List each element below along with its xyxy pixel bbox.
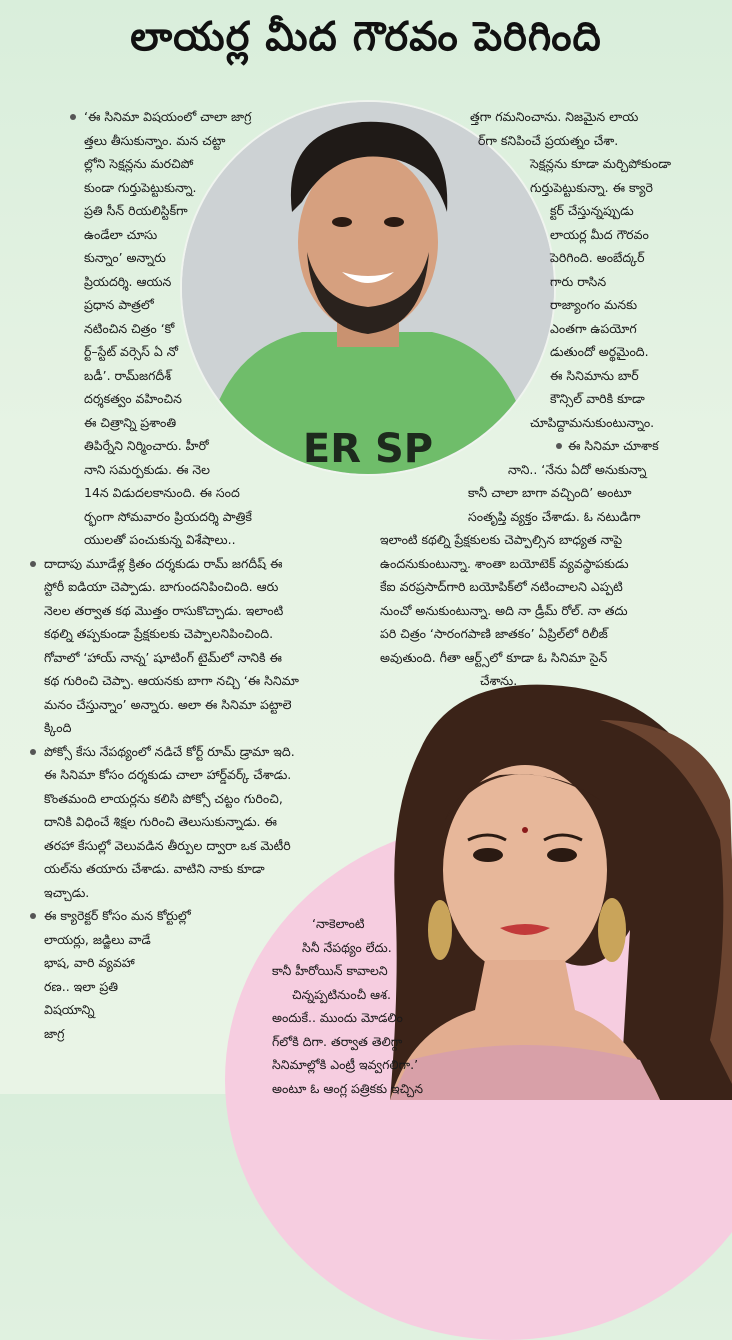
left-column-line: త్తలు తీసుకున్నాం. మన చట్టా [84,132,226,148]
right-top-line: లాయర్ల మీద గౌరవం [550,226,649,242]
right-bottom-line: ‘నాకెలాంటి [312,916,365,931]
right-mid-line: కేఐ వరప్రసాద్‌గారి బయోపిక్‌లో నటించాలని ఎప్పటి [380,579,623,594]
left-column-line: యల్‌ను తయారు చేశాడు. వాటిని నాకు కూడా [44,861,265,876]
bullet-icon [30,913,36,919]
right-mid-line: చేశాను. [480,673,518,688]
left-column-line: నటించిన చిత్రం ‘కో [84,320,175,336]
headline: లాయర్ల మీద గౌరవం పెరిగింది [130,14,602,60]
right-top-line: ఎంతగా ఉపయోగ [550,320,637,336]
tshirt-print: ER SP [302,426,434,472]
bullet-icon [70,114,76,120]
left-column-line: బడీ’. రామ్‌జగదీశ్ [84,367,172,383]
left-column-line: ఈ సినిమా కోసం దర్శకుడు చాలా హార్డ్‌వర్క్ చేశాడు. [44,767,292,782]
right-mid-line: ఈ సినిమా చూశాక [568,438,659,453]
left-column-line: రణ.. ఇలా ప్రతి [44,978,118,994]
left-column-line: తరహా కేసుల్లో వెలువడిన తీర్పుల ద్వారా ఒక మెటీరి [44,837,291,853]
left-column-line: క్కింది [44,720,72,735]
right-mid-line: నాని.. ‘నేను ఏదో అనుకున్నా [508,461,647,477]
bullet-icon [30,561,36,567]
right-top-line: చూపిద్దామనుకుంటున్నాం. [530,414,655,430]
right-top-line: క్టర్ చేస్తున్నప్పుడు [550,203,634,218]
left-column-line: యులతో పంచుకున్న విశేషాలు.. [84,532,236,547]
left-column-line: కథ గురించి చెప్పా. ఆయనకు బాగా నచ్చి ‘ఈ సినిమా [44,673,299,688]
left-column-line: కున్నాం’ అన్నారు [84,250,166,265]
right-mid-line: నుంచో అనుకుంటున్నా. అది నా డ్రీమ్ రోల్. నా తదు [380,602,628,618]
right-top-line: గుర్తుపెట్టుకున్నా. ఈ క్యారె [530,179,653,195]
left-column-line: ర్ట్‌–స్టేట్ వర్సెస్ ఏ నో [84,344,179,359]
right-column-bottom [272,912,542,1100]
right-bottom-line: అంటూ ఓ ఆంగ్ల పత్రికకు ఇచ్చిన [272,1080,423,1096]
right-bottom-line: అందుకే.. ముందు మోడలిం [272,1010,403,1025]
left-column-line: భాష, వారి వ్యవహా [44,955,135,970]
right-mid-line: అవుతుంది. గీతా ఆర్ట్స్‌లో కూడా ఓ సినిమా సైన్ [380,649,608,665]
right-column-top [470,105,710,434]
left-column-line: ఈ చిత్రాన్ని ప్రశాంతి [84,414,177,430]
left-column-line: నాని సమర్పకుడు. ఈ నెల [84,461,210,477]
right-mid-line: సంతృప్తి వ్యక్తం చేశాడు. ఓ నటుడిగా [468,508,641,524]
left-column-line: ల్లోని సెక్షన్లను మరచిపో [84,156,194,171]
right-top-line: డుతుందో అర్థమైంది. [550,344,649,359]
left-column-line: ర్భంగా సోమవారం ప్రియదర్శి పాత్రికే [84,508,252,524]
left-column-line: ఉండేలా చూసు [84,226,158,242]
left-column-line: ఈ క్యారెక్టర్ కోసం మన కోర్టుల్లో [44,908,191,923]
right-top-line: రాజ్యాంగం మనకు [550,297,638,312]
right-mid-line: ఇలాంటి కథల్ని ప్రేక్షకులకు చెప్పాల్సిన బాధ్యత నాపై [380,532,623,547]
left-column-line: ప్రధాన పాత్రలో [84,297,154,312]
right-bottom-line: కానీ హీరోయిన్ కావాలని [272,963,388,978]
left-column-line: కథల్ని తప్పకుండా ప్రేక్షకులకు చెప్పాలనిపించింది. [44,626,274,641]
left-column-line: ‘ఈ సినిమా విషయంలో చాలా జాగ్ర [84,109,252,124]
left-column-line: కుండా గుర్తుపెట్టుకున్నా. [84,179,197,195]
left-column-line: ప్రతి సీన్ రియలిస్టిక్‌గా [84,203,188,218]
right-top-line: ఈ సినిమాను బార్ [550,367,639,383]
left-column-line: స్టోరీ ఐడియా చెప్పాడు. బాగుందనిపించింది. ఆరు [44,579,279,594]
right-top-line: ర్‌గా కనిపించే ప్రయత్నం చేశా. [478,132,619,148]
right-bottom-line: సినిమాల్లోకి ఎంట్రీ ఇవ్వగలిగా.’ [272,1057,419,1072]
left-column-line: కొంతమంది లాయర్లను కలిసి పోక్సో చట్టం గురించి, [44,790,283,806]
bullet-icon [30,749,36,755]
left-column-line: పోక్సో కేసు నేపథ్యంలో నడిచే కోర్ట్ రూమ్ డ్రామా ఇది. [44,743,295,759]
left-column-line: తిపిర్నేని నిర్మించారు. హీరో [84,438,209,453]
left-column-line: ఇచ్చాడు. [44,884,90,900]
left-column-line: దాదాపు మూడేళ్ల క్రితం దర్శకుడు రామ్ జగదీష్ ఈ [44,555,283,571]
left-column-line: దానికి విధించే శిక్షల గురించి తెలుసుకున్నాడు. ఈ [44,814,277,829]
left-column-line: విషయాన్ని [44,1002,95,1017]
left-column-line: 14న విడుదలకానుంది. ఈ సంద [84,485,240,500]
right-column-mid [380,434,720,693]
left-column-line: గోవాలో ‘హాయ్ నాన్న’ షూటింగ్ టైమ్‌లో నానికి ఈ [44,649,282,665]
right-top-line: కౌన్సిల్ వారికి కూడా [550,391,645,406]
right-top-line: త్తగా గమనించాను. నిజమైన లాయ [470,109,639,124]
left-column-line: దర్శకత్వం వహించిన [84,391,182,406]
right-bottom-line: చిన్నప్పటినుంచీ ఆశ. [292,986,391,1002]
left-column [44,105,299,1045]
bullet-icon [556,443,562,449]
right-bottom-line: గ్‌లోకి దిగా. తర్వాత తెలిగ్గా [272,1033,403,1049]
right-mid-line: కానీ చాలా బాగా వచ్చింది’ అంటూ [468,485,632,500]
right-top-line: సెక్షన్లను కూడా మర్చిపోకుండా [530,156,671,171]
left-column-line: నెలల తర్వాత కథ మొత్తం రాసుకొచ్చాడు. ఇలాంటి [44,602,284,618]
left-column-line: ప్రియదర్శి. ఆయన [84,273,172,289]
left-column-line: మనం చేస్తున్నాం’ అన్నారు. అలా ఈ సినిమా పట్టాలె [44,696,292,712]
left-column-line: లాయర్లు, జడ్జిలు వాడే [44,931,151,947]
right-mid-line: ఉందనుకుంటున్నా. శాంతా బయోటెక్ వ్యవస్థాపకుడు [380,555,629,571]
right-top-line: గారు రాసిన [550,273,607,289]
right-mid-line: పరి చిత్రం ‘సారంగపాణి జాతకం’ ఏప్రిల్‌లో రిలీజ్ [380,626,608,641]
right-top-line: పెరిగింది. అంబేద్కర్ [550,250,645,265]
left-column-line: జాగ్ర [44,1025,65,1041]
right-bottom-line: సినీ నేపథ్యం లేదు. [302,939,392,955]
